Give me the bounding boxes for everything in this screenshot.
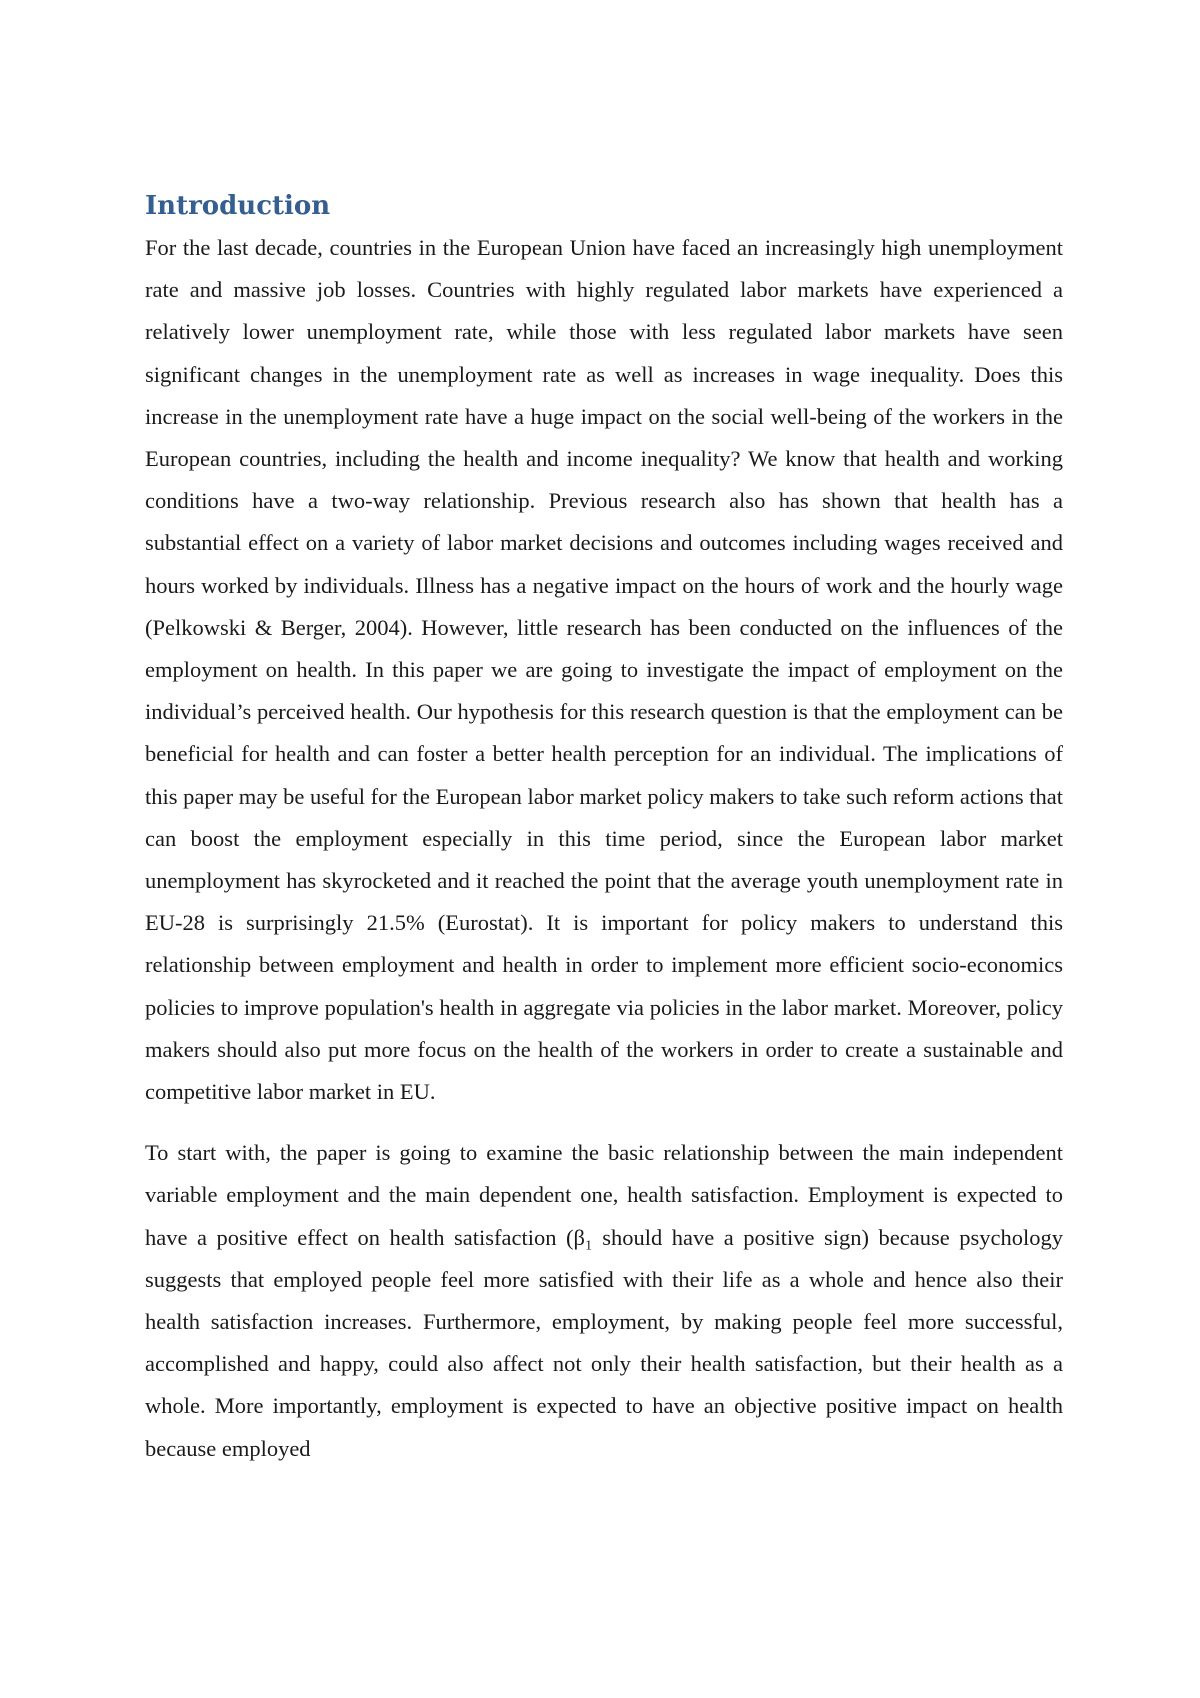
section-heading: Introduction xyxy=(145,191,331,221)
paragraph-2: To start with, the paper is going to examine the basic relationship between the main independent variable employment and the main dependent one, health satisfaction. Employment is expected to have a positive effect on health satisfaction (β₁ should have a positive sign) because psychology suggests that employed people feel more satisfied with their life as a whole and hence also their health satisfaction increases. Furthermore, employment, by making people feel more successful, accomplished and happy, could also affect not only their health satisfaction, but their health as a whole. More importantly, employment is expected to have an objective positive impact on health because employed xyxy=(145,1140,1063,1461)
paragraph-1: For the last decade, countries in the European Union have faced an increasingly high unemployment rate and massive job losses. Countries with highly regulated labor markets have experienced a relatively lower unemployment rate, while those with less regulated labor markets have seen significant changes in the unemployment rate as well as increases in wage inequality. Does this increase in the unemployment rate have a huge impact on the social well-being of the workers in the European countries, including the health and income inequality? We know that health and working conditions have a two-way relationship. Previous research also has shown that health has a substantial effect on a variety of labor market decisions and outcomes including wages received and hours worked by individuals. Illness has a negative impact on the hours of work and the hourly wage (Pelkowski & Berger, 2004). However, little research has been conducted on the influences of the employment on health. In this paper we are going to investigate the impact of employment on the individual’s perceived health. Our hypothesis for this research question is that the employment can be beneficial for health and can foster a better health perception for an individual. The implications of this paper may be useful for the European labor market policy makers to take such reform actions that can boost the employment especially in this time period, since the European labor market unemployment has skyrocketed and it reached the point that the average youth unemployment rate in EU-28 is surprisingly 21.5% (Eurostat). It is important for policy makers to understand this relationship between employment and health in order to implement more efficient socio-economics policies to improve population's health in aggregate via policies in the labor market. Moreover, policy makers should also put more focus on the health of the workers in order to create a sustainable and competitive labor market in EU. xyxy=(145,235,1063,1105)
section-introduction xyxy=(145,191,1063,1470)
